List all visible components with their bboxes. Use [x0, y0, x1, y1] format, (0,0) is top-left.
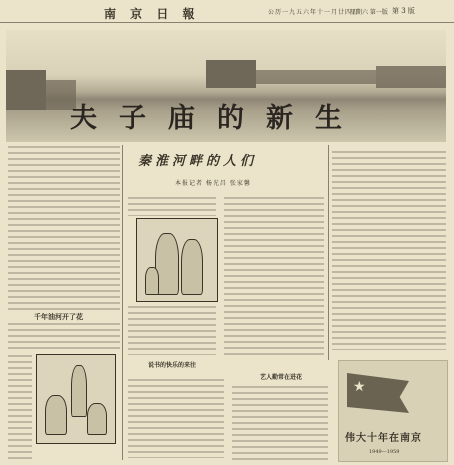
page-number: 第 3 版: [392, 7, 415, 15]
text-column-3: [224, 196, 324, 356]
section-label: 星期六 第一版: [350, 9, 388, 16]
box-title-3: 艺人勤常在进花: [260, 374, 303, 381]
text-column-1: [8, 145, 120, 310]
advert-footer: 1949—1959: [369, 449, 400, 455]
sub-headline: 秦淮河畔的人们: [138, 154, 258, 169]
date-line: 公历一九五六年十一月廿四日: [268, 9, 360, 16]
column-rule: [328, 145, 329, 360]
text-column-4: [332, 150, 446, 350]
box-title-2: 说书的快乐的来往: [148, 362, 197, 369]
paper-name: 南 京 日 報: [104, 7, 200, 21]
text-column-1c: [8, 354, 32, 460]
text-column-2b: [128, 305, 216, 355]
text-column-5: [128, 378, 224, 458]
text-column-6: [232, 385, 328, 460]
text-column-2: [128, 196, 216, 216]
star-icon: ★: [353, 379, 366, 395]
advert-title: 伟大十年在南京: [345, 433, 422, 444]
text-column-1b: [8, 322, 120, 352]
main-headline: 夫子庙的新生: [70, 103, 364, 134]
byline: 本报记者 杨光昌 张家馨: [175, 180, 251, 187]
column-rule: [122, 145, 123, 460]
anniversary-advert: [338, 360, 448, 462]
box-title-1: 千年油河开了花: [34, 312, 83, 321]
illustration-family: [136, 218, 218, 302]
masthead: [0, 0, 454, 23]
illustration-workers: [36, 354, 116, 444]
